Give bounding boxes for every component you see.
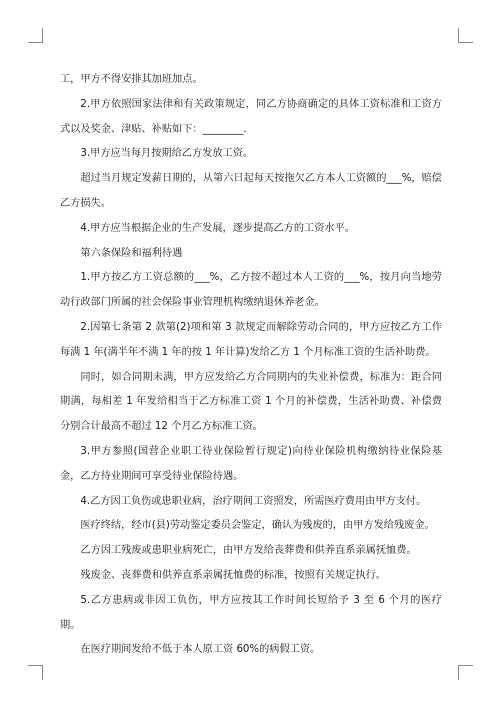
crop-mark-bottom-left bbox=[28, 665, 43, 680]
paragraph-work-injury: 4.乙方因工负伤或患职业病，治疗期间工资照发，所需医疗费用由甲方支付。 bbox=[80, 495, 427, 507]
paragraph-continuation: 工，甲方不得安排其加班加点。 bbox=[60, 74, 203, 85]
crop-mark-top-right bbox=[458, 28, 473, 43]
paragraph-wage-increase: 4.甲方应当根据企业的生产发展，逐步提高乙方的工资水平。 bbox=[80, 222, 355, 234]
paragraph-benefit-standard: 残废金、丧葬费和供养直系亲属抚恤费的标准，按照有关规定执行。 bbox=[80, 569, 387, 581]
document-body bbox=[60, 68, 442, 663]
crop-mark-top-left bbox=[28, 28, 43, 43]
paragraph-salary-standard: 2.甲方依照国家法律和有关政策规定，同乙方协商确定的具体工资标准和工资方式以及奖金、津贴、补贴如下：________. bbox=[60, 98, 442, 135]
section-heading-insurance: 第六条保险和福利待遇 bbox=[80, 247, 183, 259]
paragraph-sick-pay: 在医疗期间发给不低于本人原工资 60%的病假工资。 bbox=[80, 644, 321, 656]
paragraph-monthly-payment: 3.甲方应当每月按期给乙方发放工资。 bbox=[80, 148, 254, 160]
paragraph-medical-period: 5.乙方患病或非因工负伤，甲方应按其工作时间长短给予 3 至 6 个月的医疗期。 bbox=[60, 594, 442, 631]
paragraph-unemployment-insurance: 3.甲方参照(国营企业职工待业保险暂行规定)向待业保险机构缴纳待业保险基金，乙方待业期间可享受待业保险待遇。 bbox=[60, 445, 442, 482]
paragraph-death-benefit: 乙方因工残废或患职业病死亡，由甲方发给丧葬费和供养直系亲属抚恤费。 bbox=[80, 545, 417, 557]
paragraph-late-payment: 超过当月规定发薪日期的，从第六日起每天按拖欠乙方本人工资额的___%，赔偿乙方损失。 bbox=[60, 173, 442, 209]
paragraph-pension: 1.甲方按乙方工资总额的___%，乙方按不超过本人工资的___%，按月向当地劳动行政部门所属的社会保险事业管理机构缴纳退休养老金。 bbox=[60, 272, 442, 309]
crop-mark-bottom-right bbox=[458, 665, 473, 680]
paragraph-disability-pay: 医疗终结，经市(县)劳动鉴定委员会鉴定，确认为残废的，由甲方发给残废金。 bbox=[80, 520, 435, 532]
paragraph-unemployment-compensation: 同时，如合同期未满，甲方应发给乙方合同期内的失业补偿费，标准为：距合同期满，每相差 1 年发给相当于乙方标准工资 1 个月的补偿费，生活补助费、补偿费分别合计最高不超过 12 个月乙方标准工资。 bbox=[60, 371, 442, 433]
paragraph-living-allowance: 2.因第七条第 2 款第(2)项和第 3 款规定而解除劳动合同的，甲方应按乙方工作每满 1 年(满半年不满 1 年的按 1 年计算)发给乙方 1 个月标准工资的生活补助费。 bbox=[60, 321, 442, 358]
